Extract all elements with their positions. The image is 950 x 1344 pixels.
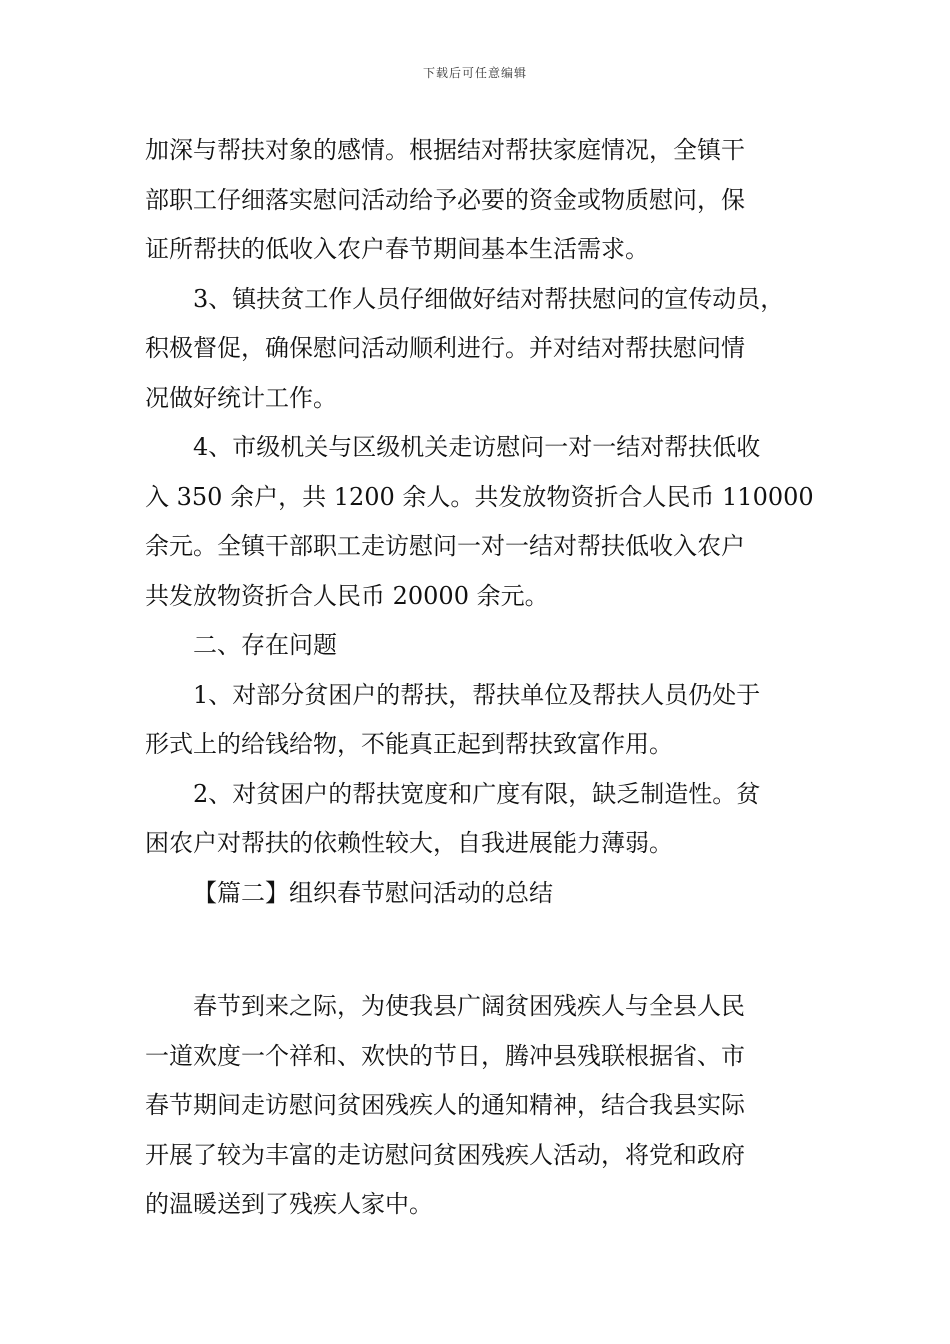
document-body: [145, 126, 814, 1230]
text-line: 入 350 余户，共 1200 余人。共发放物资折合人民币 110000: [145, 482, 814, 511]
text-line: 共发放物资折合人民币 20000 余元。: [145, 581, 549, 610]
text-line: 况做好统计工作。: [145, 383, 337, 412]
text-line: 3、镇扶贫工作人员仔细做好结对帮扶慰问的宣传动员，: [193, 284, 785, 313]
section-gap: [145, 918, 810, 982]
text-line: 4、市级机关与区级机关走访慰问一对一结对帮扶低收: [193, 433, 761, 461]
text-line: 形式上的给钱给物，不能真正起到帮扶致富作用。: [145, 730, 673, 758]
paragraphs-section-2: [145, 982, 810, 1230]
text-line: 二、存在问题: [193, 631, 337, 659]
text-line: 加深与帮扶对象的感情。根据结对帮扶家庭情况，全镇干: [145, 136, 745, 164]
page-header: 下载后可任意编辑: [422, 66, 527, 80]
text-line: 证所帮扶的低收入农户春节期间基本生活需求。: [145, 235, 649, 263]
text-line: 春节到来之际，为使我县广阔贫困残疾人与全县人民: [193, 992, 745, 1020]
text-line: 的温暖送到了残疾人家中。: [145, 1190, 433, 1218]
text-line: 一道欢度一个祥和、欢快的节日，腾冲县残联根据省、市: [145, 1041, 745, 1070]
text-line: 春节期间走访慰问贫困残疾人的通知精神，结合我县实际: [145, 1091, 745, 1119]
text-line: 【篇二】组织春节慰问活动的总结: [193, 878, 553, 907]
text-line: 开展了较为丰富的走访慰问贫困残疾人活动，将党和政府: [145, 1140, 745, 1169]
text-line: 困农户对帮扶的依赖性较大，自我进展能力薄弱。: [145, 829, 673, 857]
text-line: 余元。全镇干部职工走访慰问一对一结对帮扶低收入农户: [145, 532, 745, 560]
paragraphs-section-1: [145, 126, 814, 918]
text-line: 2、对贫困户的帮扶宽度和广度有限，缺乏制造性。贫: [193, 779, 761, 808]
text-line: 积极督促，确保慰问活动顺利进行。并对结对帮扶慰问情: [145, 334, 745, 362]
text-line: 1、对部分贫困户的帮扶，帮扶单位及帮扶人员仍处于: [193, 680, 761, 709]
text-line: 部职工仔细落实慰问活动给予必要的资金或物质慰问，保: [145, 185, 745, 214]
